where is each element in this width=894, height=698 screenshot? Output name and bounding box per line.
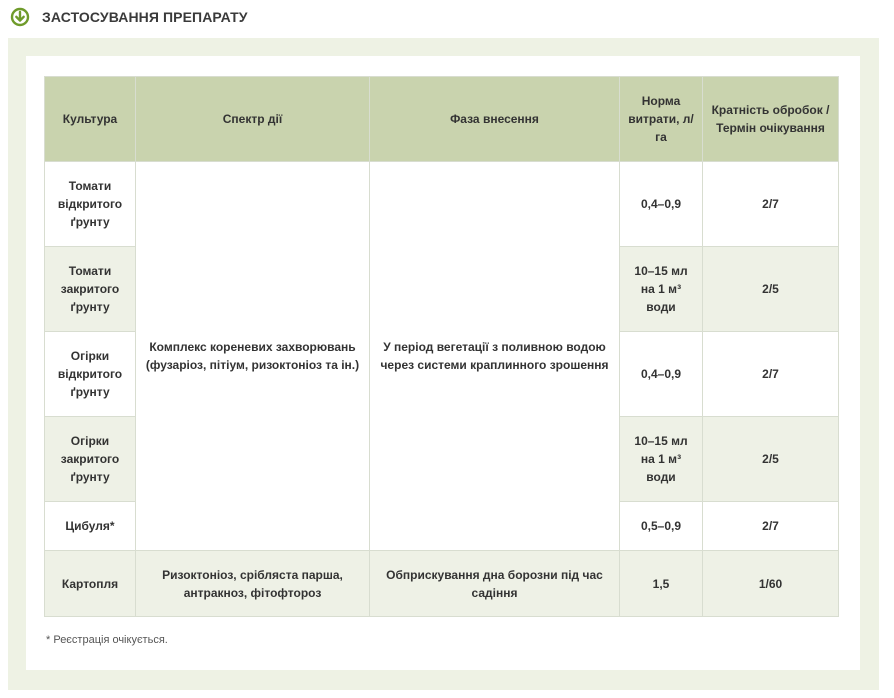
footnote: * Реєстрація очікується. <box>46 634 168 646</box>
table-card <box>26 56 860 670</box>
frequency-cell: 2/7 <box>703 332 839 417</box>
download-arrow-circle-icon[interactable] <box>10 7 30 27</box>
rate-cell: 1,5 <box>620 551 703 617</box>
table-row <box>45 162 839 247</box>
column-header-crop: Культура <box>45 77 136 162</box>
phase-cell: Обприскування дна борозни під час садіння <box>370 551 620 617</box>
crop-cell: Огірки закритого ґрунту <box>45 417 136 502</box>
content-panel <box>8 38 879 690</box>
phase-cell-merged: У період вегетації з поливною водою через системи краплинного зрошення <box>370 162 620 551</box>
table-row <box>45 551 839 617</box>
rate-cell: 10–15 мл на 1 м³ води <box>620 247 703 332</box>
spectrum-cell-merged: Комплекс кореневих захворювань (фузаріоз, пітіум, ризоктоніоз та ін.) <box>136 162 370 551</box>
rate-cell: 0,4–0,9 <box>620 332 703 417</box>
crop-cell: Томати закритого ґрунту <box>45 247 136 332</box>
frequency-cell: 1/60 <box>703 551 839 617</box>
frequency-cell: 2/5 <box>703 417 839 502</box>
rate-cell: 10–15 мл на 1 м³ води <box>620 417 703 502</box>
column-header-rate: Норма витрати, л/га <box>620 77 703 162</box>
crop-cell: Огірки відкритого ґрунту <box>45 332 136 417</box>
crop-cell: Цибуля* <box>45 502 136 551</box>
rate-cell: 0,5–0,9 <box>620 502 703 551</box>
column-header-spectrum: Спектр дії <box>136 77 370 162</box>
crop-cell: Томати відкритого ґрунту <box>45 162 136 247</box>
frequency-cell: 2/7 <box>703 502 839 551</box>
section-header <box>10 6 248 28</box>
crop-cell: Картопля <box>45 551 136 617</box>
application-table <box>44 76 839 617</box>
spectrum-cell: Ризоктоніоз, срібляста парша, антракноз, фітофтороз <box>136 551 370 617</box>
column-header-phase: Фаза внесення <box>370 77 620 162</box>
rate-cell: 0,4–0,9 <box>620 162 703 247</box>
section-title[interactable]: ЗАСТОСУВАННЯ ПРЕПАРАТУ <box>42 9 248 25</box>
frequency-cell: 2/5 <box>703 247 839 332</box>
frequency-cell: 2/7 <box>703 162 839 247</box>
column-header-frequency: Кратність обробок / Термін очікування <box>703 77 839 162</box>
table-header-row <box>45 77 839 162</box>
